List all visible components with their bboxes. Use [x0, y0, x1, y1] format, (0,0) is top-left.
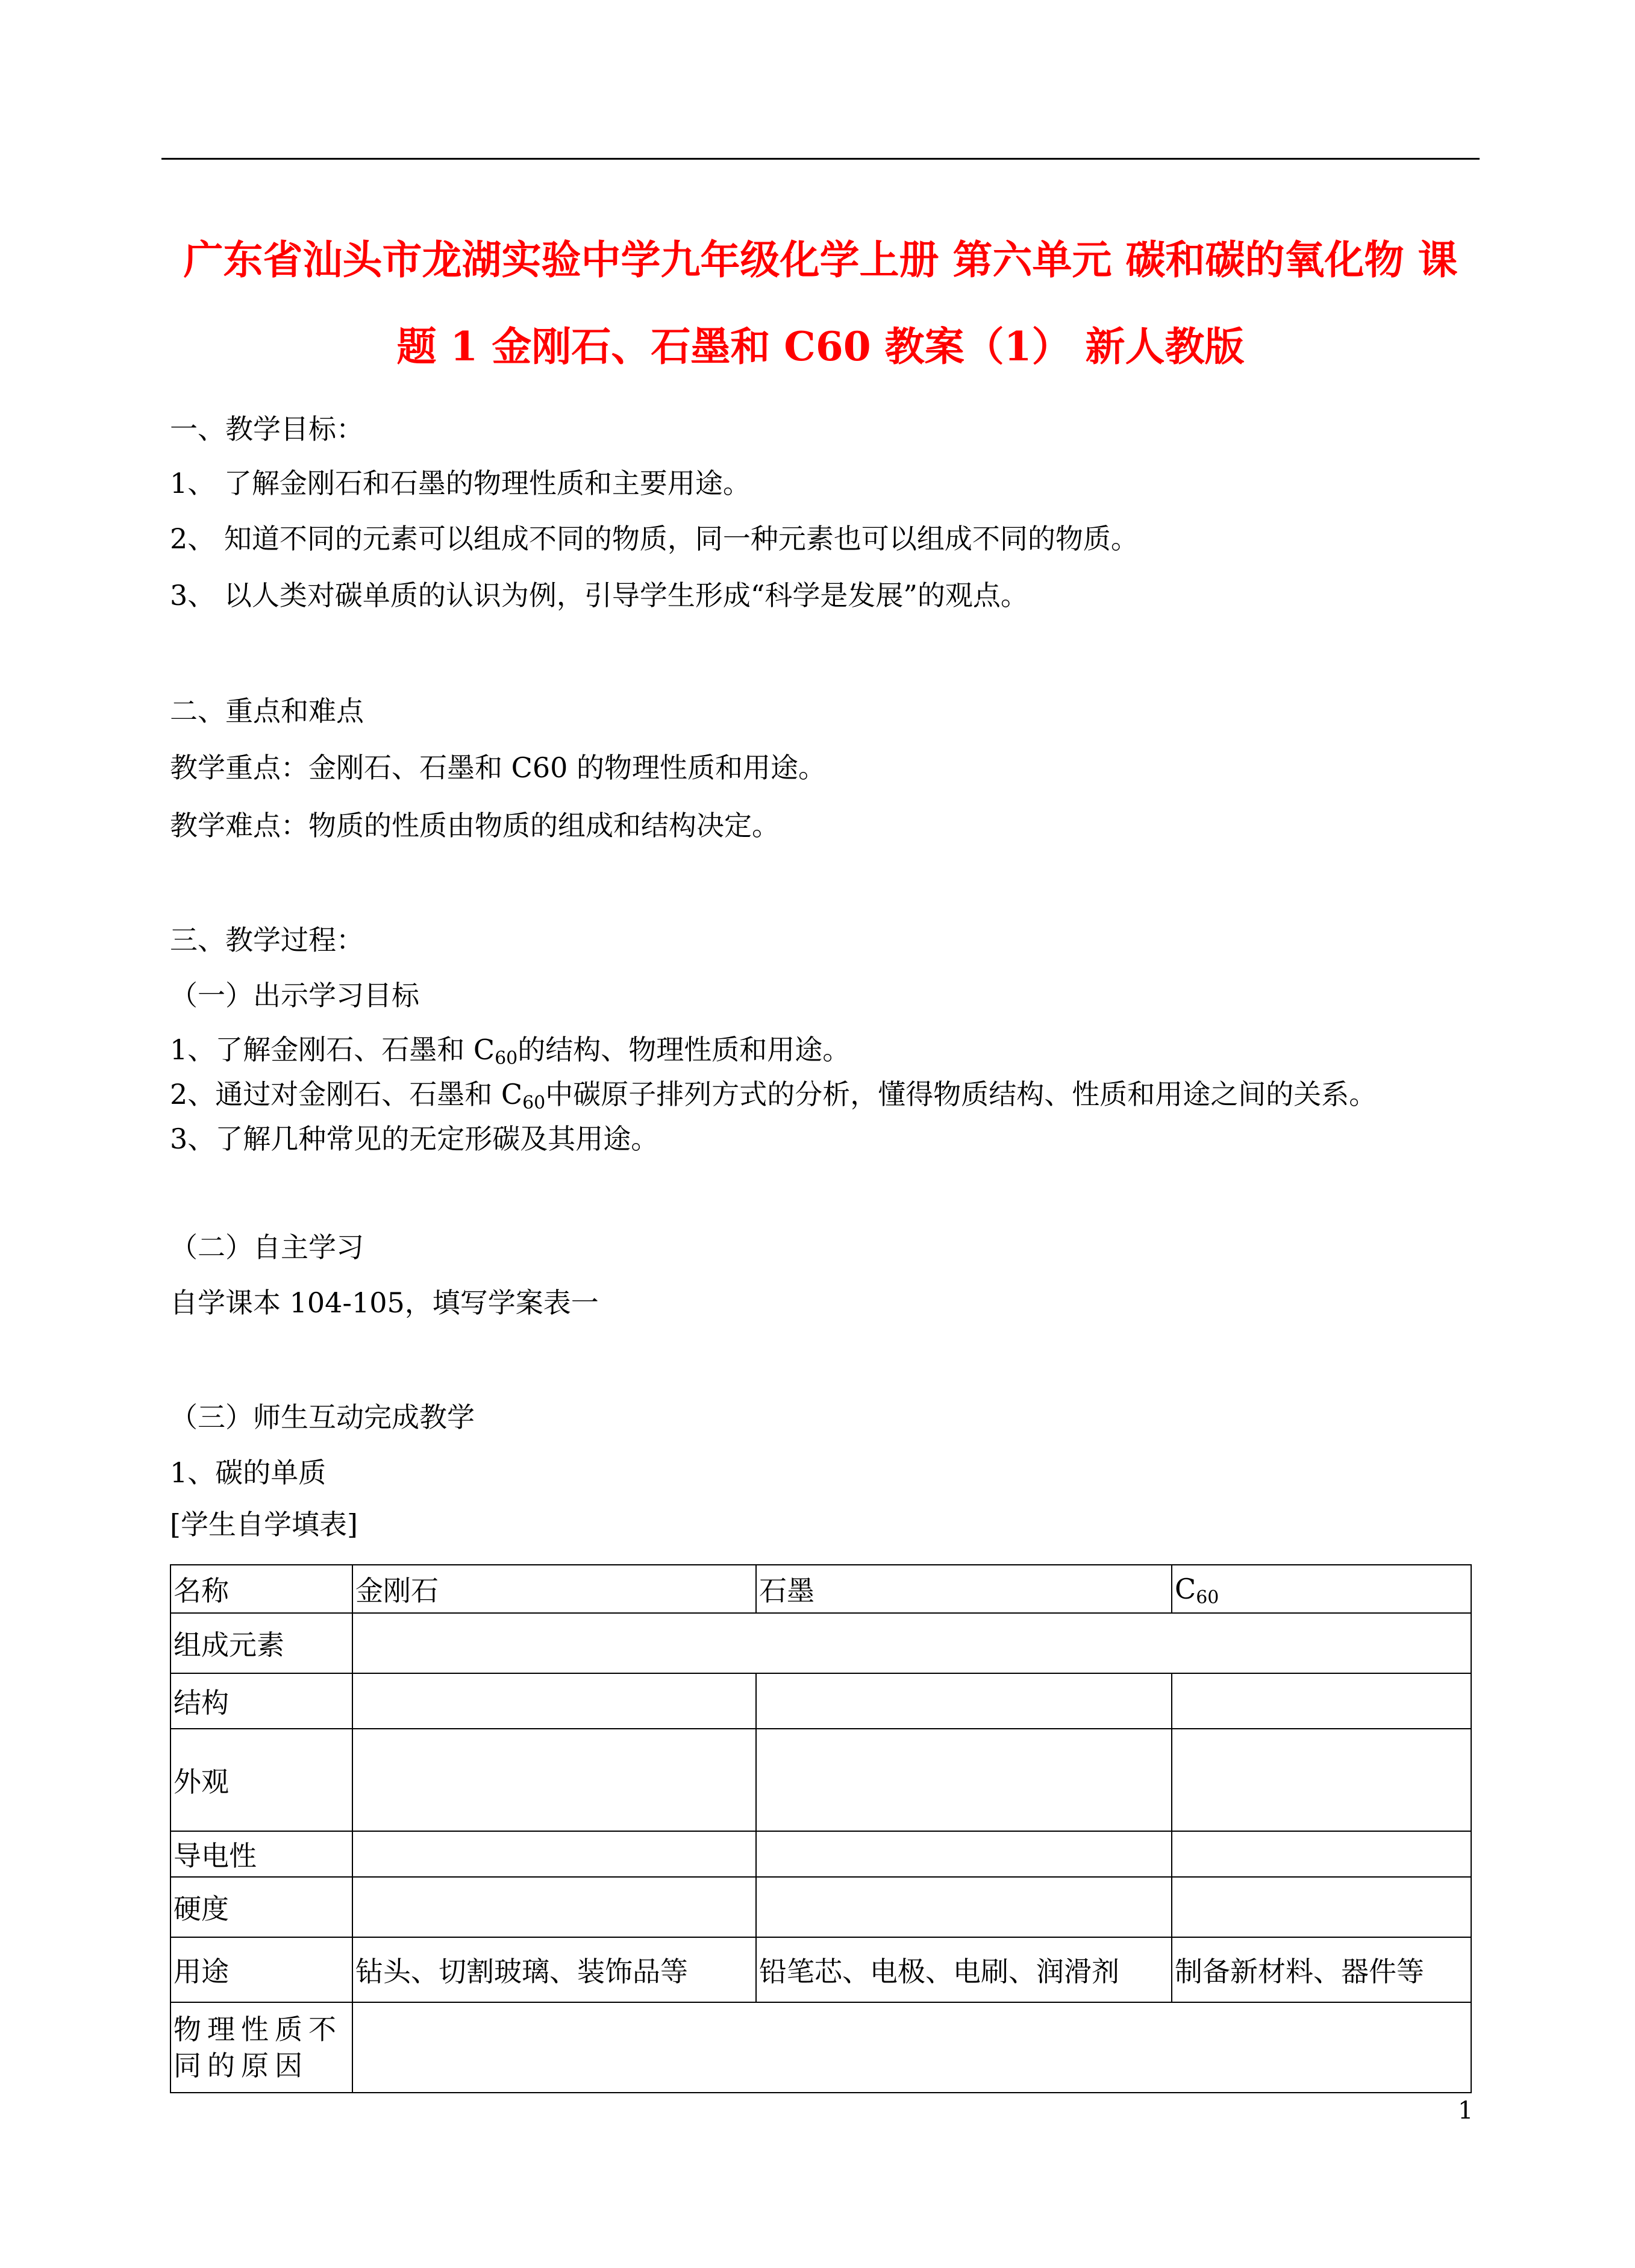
row-label-conductivity: 导电性 — [170, 1831, 352, 1877]
answer-cell — [1172, 1673, 1471, 1729]
table-row-uses — [170, 1937, 1471, 2002]
table-caption: [学生自学填表] — [170, 1508, 358, 1541]
answer-cell-reason — [352, 2002, 1471, 2093]
table-row-appearance — [170, 1729, 1471, 1831]
table-header-row — [170, 1565, 1471, 1613]
document-title-line-2: 题 1 金刚石、石墨和 C60 教案（1） 新人教版 — [396, 323, 1245, 370]
answer-cell — [1172, 1729, 1471, 1831]
answer-cell — [1172, 1831, 1471, 1877]
answer-cell — [352, 1831, 756, 1877]
header-cell-graphite: 石墨 — [756, 1565, 1172, 1613]
row-label-uses: 用途 — [170, 1937, 352, 2002]
carbon-elements-heading: 1、碳的单质 — [170, 1456, 327, 1489]
row-label-structure: 结构 — [170, 1673, 352, 1729]
learning-goal-2: 2、通过对金刚石、石墨和 $C_{60}$中碳原子排列方式的分析，懂得物质结构、性质和用途之间的关系。 — [170, 1078, 1377, 1114]
table-row-structure — [170, 1673, 1471, 1729]
table-row-conductivity — [170, 1831, 1471, 1877]
header-rule — [161, 158, 1480, 160]
page-number: 1 — [1458, 2097, 1474, 2125]
learning-goal-1: 1、了解金刚石、石墨和 $C_{60}$的结构、物理性质和用途。 — [170, 1033, 851, 1069]
uses-cell-c60: 制备新材料、器件等 — [1172, 1937, 1471, 2002]
row-label-appearance: 外观 — [170, 1729, 352, 1831]
document-title-line-1: 广东省汕头市龙湖实验中学九年级化学上册 第六单元 碳和碳的氧化物 课 — [183, 236, 1458, 283]
row-label-composition: 组成元素 — [170, 1613, 352, 1673]
objective-item: 3、 以人类对碳单质的认识为例，引导学生形成“科学是发展”的观点。 — [170, 579, 1028, 612]
answer-cell — [1172, 1877, 1471, 1937]
table-row-hardness — [170, 1877, 1471, 1937]
self-study-text: 自学课本 104-105，填写学案表一 — [170, 1286, 599, 1319]
answer-cell — [756, 1877, 1172, 1937]
answer-cell-composition — [352, 1613, 1471, 1673]
uses-cell-graphite: 铅笔芯、电极、电刷、润滑剂 — [756, 1937, 1172, 2002]
header-cell-c60: $C_{60}$ — [1172, 1565, 1471, 1613]
carbon-allotropes-table — [170, 1564, 1472, 2093]
subsection-heading-self-study: （二）自主学习 — [170, 1231, 364, 1264]
answer-cell — [352, 1729, 756, 1831]
subsection-heading-interaction: （三）师生互动完成教学 — [170, 1401, 475, 1433]
answer-cell — [352, 1877, 756, 1937]
subsection-heading-goals: （一）出示学习目标 — [170, 979, 419, 1012]
table-row-reason — [170, 2002, 1471, 2093]
key-point-text: 教学重点：金刚石、石墨和 C60 的物理性质和用途。 — [170, 751, 826, 784]
difficulty-text: 教学难点：物质的性质由物质的组成和结构决定。 — [170, 809, 780, 842]
answer-cell — [756, 1729, 1172, 1831]
section-heading-key-points: 二、重点和难点 — [170, 695, 364, 727]
uses-cell-diamond: 钻头、切割玻璃、装饰品等 — [352, 1937, 756, 2002]
table-row-composition — [170, 1613, 1471, 1673]
row-label-hardness: 硬度 — [170, 1877, 352, 1937]
objective-item: 1、 了解金刚石和石墨的物理性质和主要用途。 — [170, 467, 751, 500]
section-heading-process: 三、教学过程： — [170, 924, 364, 956]
row-label-reason: 物理性质不同的原因 — [170, 2002, 352, 2093]
header-cell-diamond: 金刚石 — [352, 1565, 756, 1613]
answer-cell — [756, 1831, 1172, 1877]
section-heading-objectives: 一、教学目标： — [170, 413, 364, 445]
learning-goal-3: 3、了解几种常见的无定形碳及其用途。 — [170, 1123, 659, 1155]
header-cell-name: 名称 — [170, 1565, 352, 1613]
answer-cell — [352, 1673, 756, 1729]
answer-cell — [756, 1673, 1172, 1729]
objective-item: 2、 知道不同的元素可以组成不同的物质，同一种元素也可以组成不同的物质。 — [170, 522, 1139, 555]
